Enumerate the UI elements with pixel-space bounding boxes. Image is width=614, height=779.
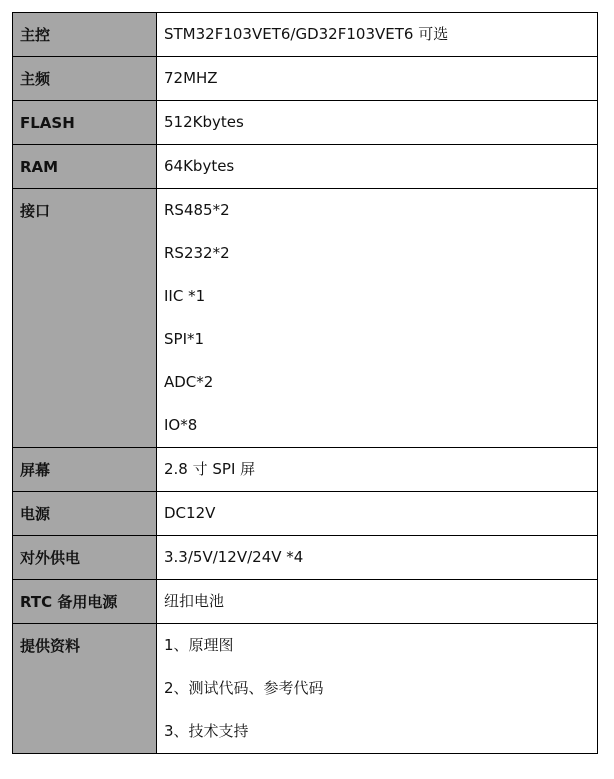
row-label: 提供资料 bbox=[13, 624, 157, 754]
row-value: IO*8 bbox=[164, 416, 198, 434]
table-row bbox=[13, 492, 598, 536]
row-label: 对外供电 bbox=[13, 536, 157, 580]
row-value-cell bbox=[157, 145, 598, 189]
row-value: IIC *1 bbox=[164, 287, 206, 305]
row-label: 电源 bbox=[13, 492, 157, 536]
row-value: 1、原理图 bbox=[164, 636, 234, 654]
row-label: 主频 bbox=[13, 57, 157, 101]
table-row bbox=[13, 536, 598, 580]
row-value: 512Kbytes bbox=[164, 113, 244, 131]
row-value-cell bbox=[157, 624, 598, 754]
row-value: RS232*2 bbox=[164, 244, 230, 262]
row-label: 主控 bbox=[13, 13, 157, 57]
table-row bbox=[13, 624, 598, 754]
row-value-cell bbox=[157, 448, 598, 492]
table-row bbox=[13, 448, 598, 492]
row-value: 2.8 寸 SPI 屏 bbox=[164, 460, 256, 478]
table-row bbox=[13, 57, 598, 101]
row-value: 纽扣电池 bbox=[164, 592, 225, 610]
row-value-cell bbox=[157, 189, 598, 448]
table-row bbox=[13, 145, 598, 189]
row-value: 2、测试代码、参考代码 bbox=[164, 679, 324, 697]
row-label: RTC 备用电源 bbox=[13, 580, 157, 624]
row-value-cell bbox=[157, 101, 598, 145]
row-value: DC12V bbox=[164, 504, 216, 522]
table-row bbox=[13, 189, 598, 448]
row-value-cell bbox=[157, 580, 598, 624]
row-value-cell bbox=[157, 536, 598, 580]
table-row bbox=[13, 580, 598, 624]
row-label: 接口 bbox=[13, 189, 157, 448]
row-value: 3、技术支持 bbox=[164, 722, 249, 740]
row-value: 3.3/5V/12V/24V *4 bbox=[164, 548, 304, 566]
row-label: 屏幕 bbox=[13, 448, 157, 492]
row-label: RAM bbox=[13, 145, 157, 189]
row-value: 72MHZ bbox=[164, 69, 218, 87]
table-row bbox=[13, 101, 598, 145]
row-label: FLASH bbox=[13, 101, 157, 145]
row-value: ADC*2 bbox=[164, 373, 214, 391]
row-value: SPI*1 bbox=[164, 330, 205, 348]
spec-table bbox=[12, 12, 598, 754]
row-value-cell bbox=[157, 57, 598, 101]
row-value-cell bbox=[157, 13, 598, 57]
row-value: 64Kbytes bbox=[164, 157, 235, 175]
table-row bbox=[13, 13, 598, 57]
row-value: STM32F103VET6/GD32F103VET6 可选 bbox=[164, 25, 449, 43]
row-value: RS485*2 bbox=[164, 201, 230, 219]
row-value-cell bbox=[157, 492, 598, 536]
